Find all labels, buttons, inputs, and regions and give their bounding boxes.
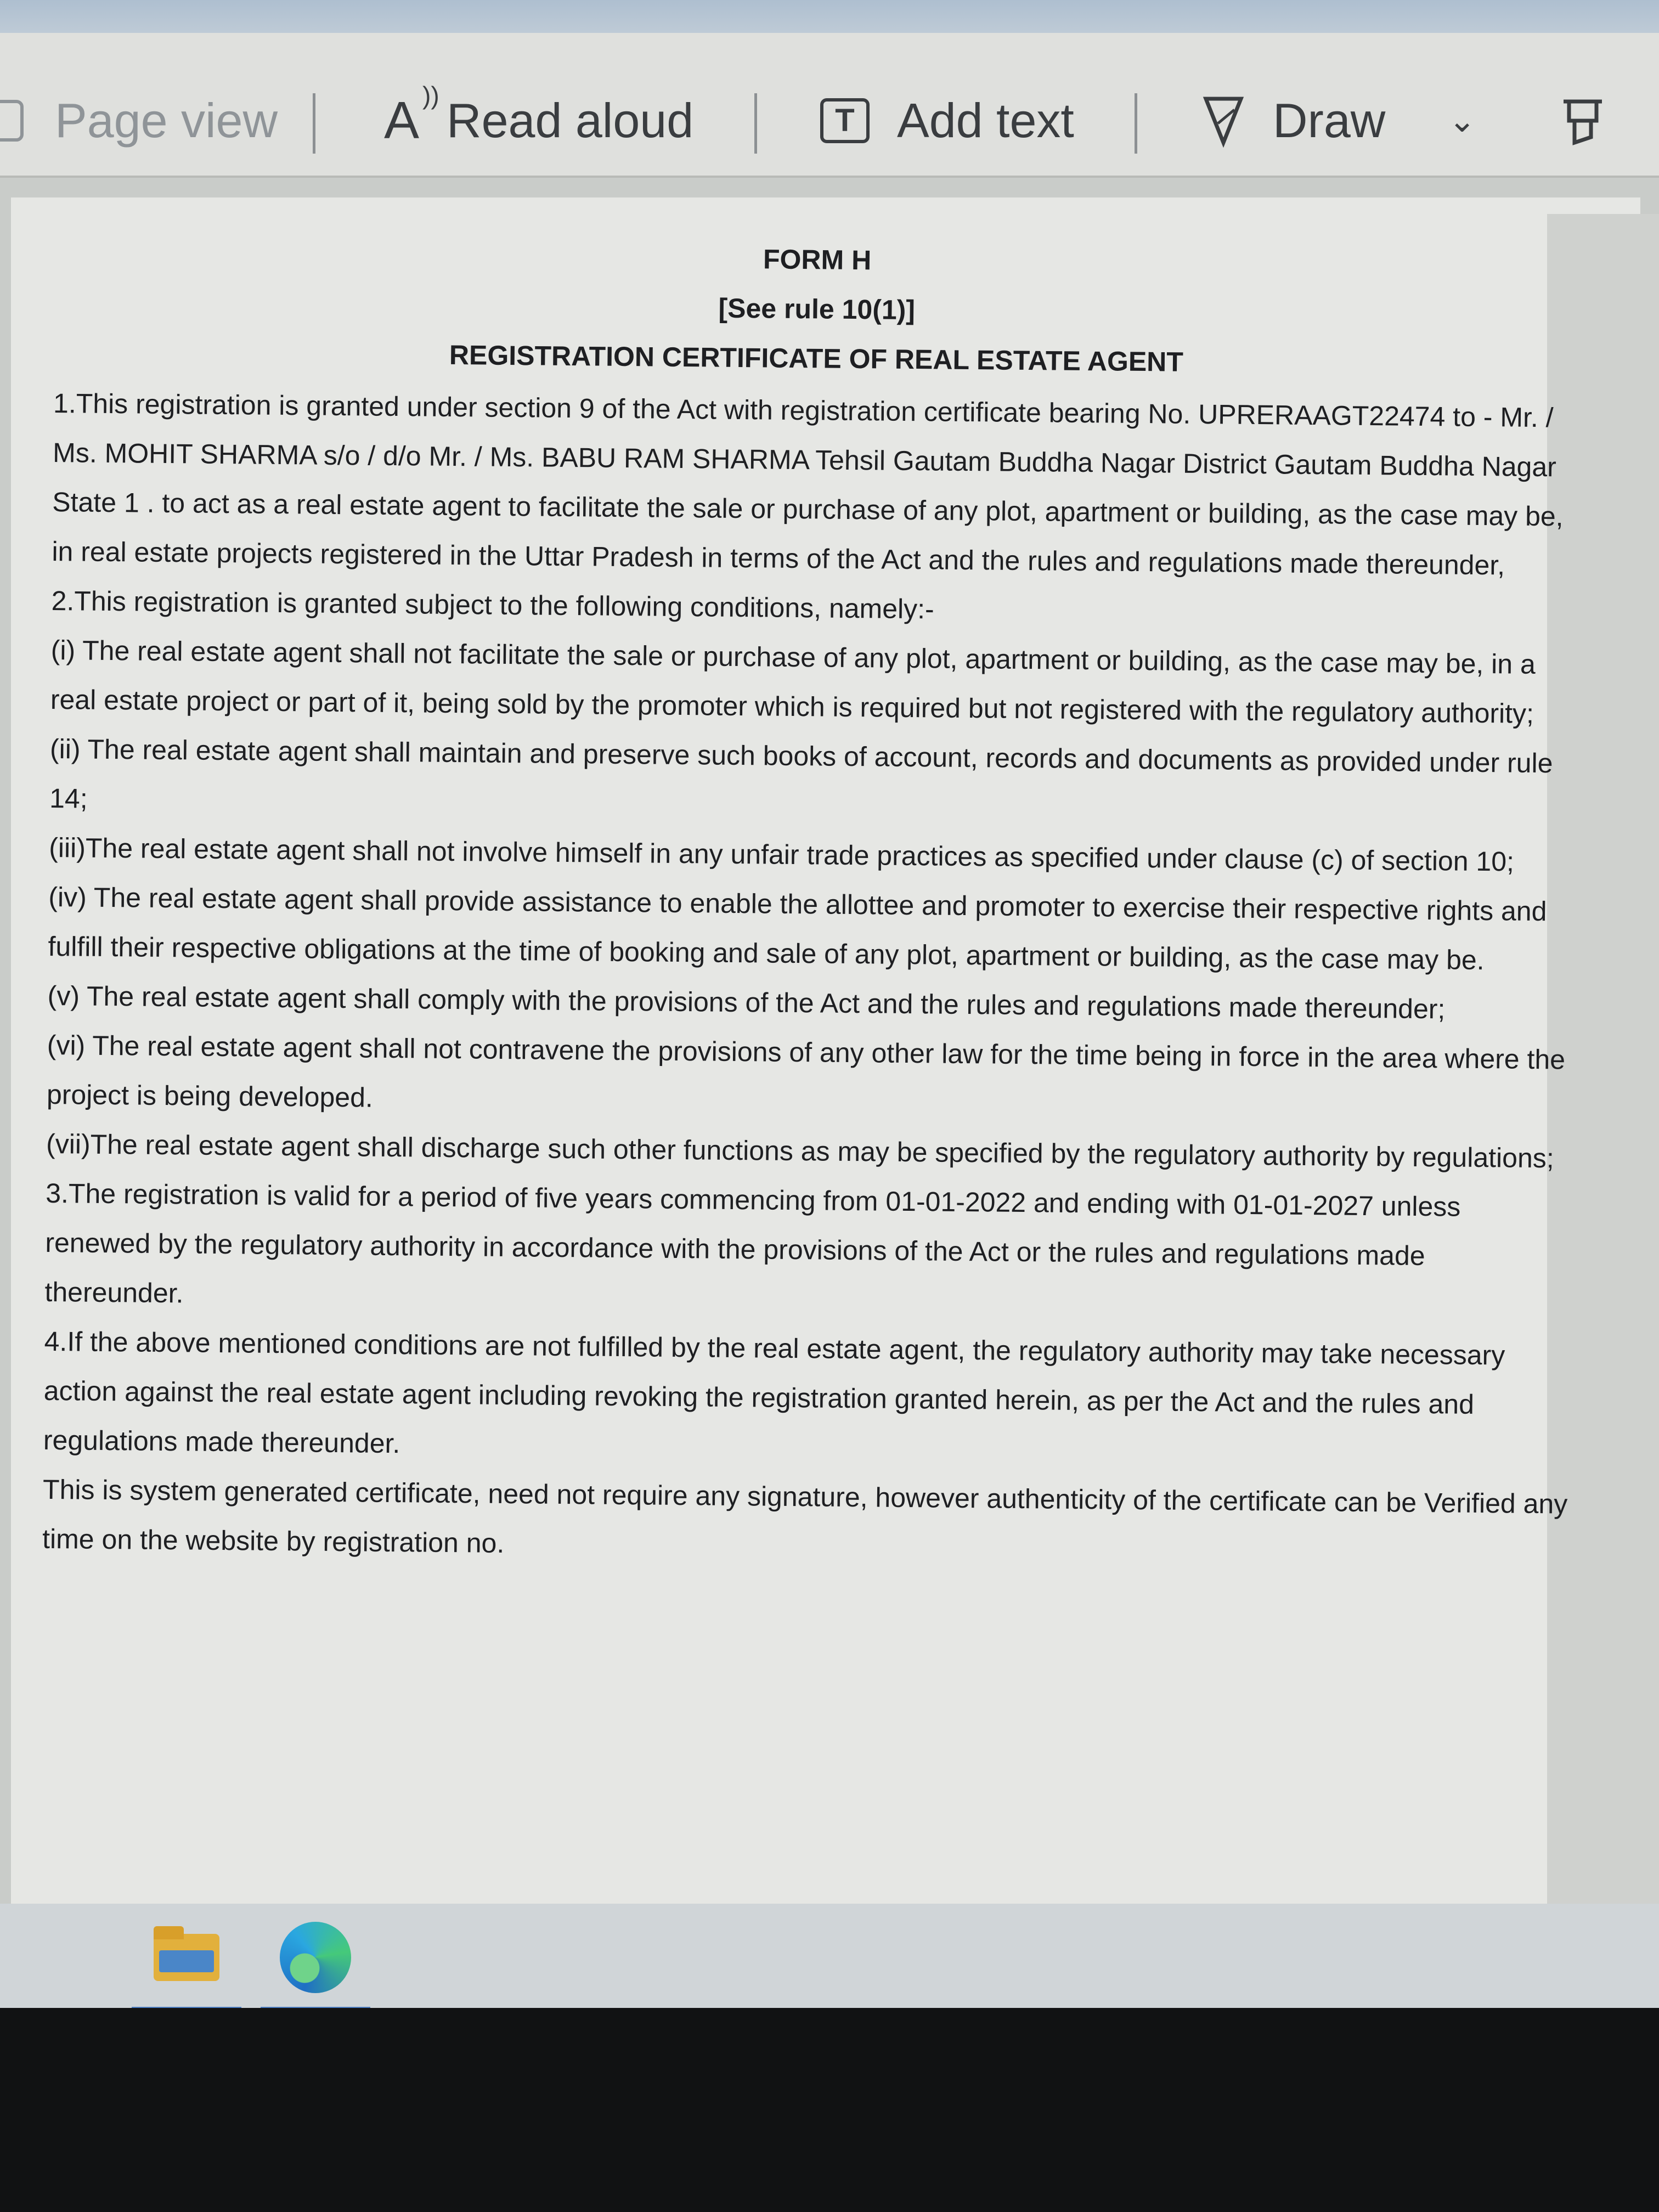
clause-4-revocation: 4.If the above mentioned conditions are not fulfilled by the real estate agent, the regulatory authority may take necessary action against the real estate agent including revoking the registration granted herein, as per the Act and the rules and regulations made thereunder. xyxy=(43,1325,1505,1459)
draw-label: Draw xyxy=(1273,93,1386,148)
clause-2: 2.This registration is granted subject to the following conditions, namely:- xyxy=(51,585,934,625)
toolbar-divider xyxy=(313,93,315,154)
certificate-document xyxy=(42,236,1580,1578)
system-generated-note: This is system generated certificate, need not require any signature, however authenticity of the certificate can be Verified any time on the website by registration no. xyxy=(42,1474,1568,1559)
condition-vi: (vi) The real estate agent shall not contravene the provisions of any other law for the time being in force in the area where the project is being developed. xyxy=(46,1029,1566,1113)
page-view-button[interactable] xyxy=(0,88,278,154)
add-text-label: Add text xyxy=(897,93,1074,148)
draw-pen-icon xyxy=(1201,93,1245,148)
condition-iii: (iii)The real estate agent shall not involve himself in any unfair trade practices as specified under clause (c) of section 10; xyxy=(49,832,1515,877)
condition-iv: (iv) The real estate agent shall provide assistance to enable the allottee and promoter to exercise their respective rights and fulfill their respective obligations at the time of booking and sale of any plot, apartment or building, as the case may be. xyxy=(48,881,1547,976)
rule-reference: [See rule 10(1)] xyxy=(718,292,916,326)
certificate-heading: REGISTRATION CERTIFICATE OF REAL ESTATE AGENT xyxy=(449,339,1184,377)
taskbar-file-explorer[interactable] xyxy=(115,1904,258,2011)
read-aloud-icon-letter: A xyxy=(384,91,420,150)
page-view-icon xyxy=(0,96,38,145)
condition-i: (i) The real estate agent shall not facilitate the sale or purchase of any plot, apartment or building, as the case may be, in a real estate project or part of it, being sold by the promoter which is required but not registered with the regulatory authority; xyxy=(50,634,1536,729)
edge-browser-icon xyxy=(280,1922,351,1993)
clause-3-validity: 3.The registration is valid for a period of five years commencing from 01-01-2022 and ending with 01-01-2027 unless renewed by the regulatory authority in accordance with the provisions of the Act or the rules and regulations made thereunder. xyxy=(44,1177,1461,1309)
clause-1: 1.This registration is granted under section 9 of the Act with registration certificate bearing No. UPRERAAGT22474 to - Mr. / Ms. MOHIT SHARMA s/o / d/o Mr. / Ms. BABU RAM SHARMA Tehsil Gautam Buddha Nagar District Gautam Buddha Nagar State 1 . to act as a real estate agent to facilitate the sale or purchase of any plot, apartment or building, as the case may be, in real estate projects registered in the Uttar Pradesh in terms of the Act and the rules and regulations made thereunder, xyxy=(52,387,1564,581)
chevron-down-icon: ⌄ xyxy=(1448,102,1476,139)
read-aloud-button[interactable] xyxy=(384,81,694,154)
add-text-button[interactable] xyxy=(820,88,1074,154)
highlighter-icon xyxy=(1558,93,1607,148)
add-text-icon: T xyxy=(820,98,870,143)
condition-v: (v) The real estate agent shall comply with the provisions of the Act and the rules and regulations made thereunder; xyxy=(47,980,1446,1025)
screen-bezel xyxy=(0,2008,1659,2212)
toolbar-divider xyxy=(1135,93,1137,154)
page-view-label: Page view xyxy=(55,93,278,148)
draw-options-dropdown[interactable] xyxy=(1448,88,1476,154)
read-aloud-label: Read aloud xyxy=(447,93,694,148)
pdf-toolbar xyxy=(0,33,1659,178)
form-title: FORM H xyxy=(763,244,872,276)
taskbar xyxy=(0,1904,1659,2013)
draw-button[interactable] xyxy=(1201,88,1385,154)
file-explorer-icon xyxy=(154,1934,219,1981)
read-aloud-icon: A )) xyxy=(384,81,439,150)
toolbar-divider xyxy=(754,93,757,154)
condition-ii: (ii) The real estate agent shall maintain and preserve such books of account, records and documents as provided under rule 14; xyxy=(49,733,1553,814)
condition-vii: (vii)The real estate agent shall discharge such other functions as may be specified by the regulatory authority by regulations; xyxy=(46,1128,1554,1174)
taskbar-edge-browser[interactable] xyxy=(244,1904,387,2011)
highlight-button[interactable] xyxy=(1558,88,1635,154)
